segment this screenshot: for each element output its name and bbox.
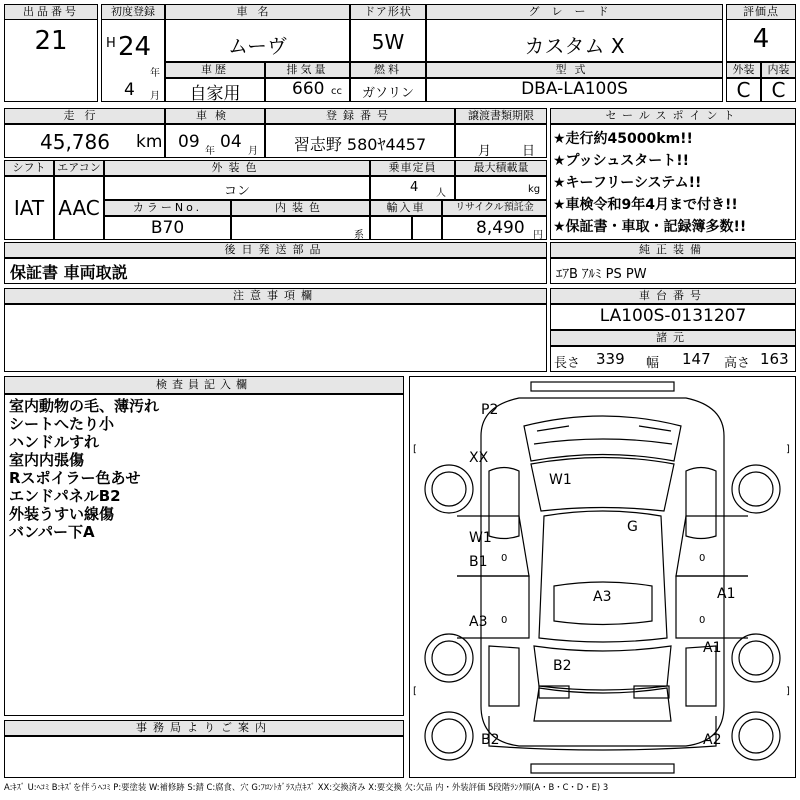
height: 163 [760,350,789,368]
inspection-month: 04 [220,132,242,152]
ext-color-label: 外装色 [104,160,370,176]
fuel: ガソリン [361,86,414,101]
car-damage-diagram [409,376,796,778]
later-parts-label: 後日発送部品 [4,242,547,258]
int-color-box [231,216,370,240]
transfer-day: 日 [522,144,536,159]
transfer-month: 月 [478,144,492,159]
displacement-unit: cc [331,86,342,97]
door-label: ドア形状 [350,4,426,20]
mark-b2-rear: B2 [553,658,572,674]
bracket-left-1: [ [413,444,417,455]
equipment-label: 純正装備 [550,242,796,258]
lot-number-label: 出品番号 [4,4,98,20]
door-type: 5W [371,30,405,54]
mark-w1-hood: W1 [549,472,572,488]
ac-label: エアコン [54,160,104,176]
zero-mark: 0 [699,553,706,564]
office-box [4,736,404,778]
color-number: B70 [150,218,185,238]
fuel-label: 燃料 [350,62,426,78]
sales-points-label: セールスポイント [550,108,796,124]
height-label: 高さ [724,356,751,371]
zero-mark: 0 [501,553,508,564]
capacity-unit: 人 [436,188,446,199]
inspection-year: 09 [178,132,200,152]
inspection-label: 車検 [165,108,265,124]
mark-a3-door: A3 [469,614,488,630]
notes-box [4,304,547,372]
mark-b1: B1 [469,554,488,570]
import-box-a [370,216,412,240]
inspector-note: 外装うすい線傷 [9,505,115,523]
inspector-label: 検査員記入欄 [4,376,404,394]
mileage-label: 走行 [4,108,165,124]
displacement-label: 排気量 [265,62,350,78]
sales-point: ★キーフリーシステム!! [553,175,702,191]
recycle-unit: 円 [533,230,543,241]
sales-point: ★保証書・車取・記録簿多数!! [553,219,747,235]
recycle-label: リサイクル預託金 [442,200,547,216]
first-reg-month: 4 [124,80,135,100]
color-no-label: カラーNo. [104,200,231,216]
type-label: 型式 [426,62,723,78]
inspector-note: シートへたり小 [9,415,115,433]
mark-xx: XX [469,450,489,466]
int-color-unit: 系 [354,230,364,241]
first-reg-label: 初度登録 [101,4,165,20]
int-color-label: 内装色 [231,200,370,216]
inspector-note: ハンドルすれ [9,433,100,451]
mark-a1-rear: A1 [703,640,722,656]
registration-number: 習志野 580ﾔ4457 [293,135,427,154]
inspection-month-unit: 月 [248,146,258,157]
sales-point: ★車検令和9年4月まで付き!! [553,197,738,213]
mark-p2: P2 [481,402,499,418]
mileage-unit: km [136,132,163,152]
exterior-label: 外装 [726,62,761,78]
model-label: 車名 [165,4,350,20]
inspection-year-unit: 年 [205,146,215,157]
mark-a2: A2 [703,732,722,748]
exterior-grade: C [736,78,751,102]
later-parts: 保証書 車両取説 [10,263,128,282]
history: 自家用 [189,84,241,104]
exterior-color: コン [223,184,250,199]
model-type: DBA-LA100S [521,79,628,99]
grade-label: グレード [426,4,723,20]
office-label: 事務局よりご案内 [4,720,404,736]
dims-label: 諸元 [550,330,796,346]
capacity-label: 乗車定員 [370,160,455,176]
history-label: 車歴 [165,62,265,78]
mileage: 45,786 [40,130,110,154]
score: 4 [752,24,770,54]
zero-mark: 0 [699,615,706,626]
inspector-note: Rスポイラー色あせ [9,469,141,487]
mark-w1-door: W1 [469,530,492,546]
first-reg-year: 24 [118,32,152,62]
bracket-right-1: ] [786,444,790,455]
grade: カスタム X [524,34,625,58]
month-unit: 月 [150,91,160,102]
lot-number: 21 [34,26,68,56]
model-name: ムーヴ [228,34,287,58]
interior-grade: C [771,78,786,102]
import-label: 輸入車 [370,200,442,216]
inspector-list [9,397,159,541]
bracket-left-2: [ [413,686,417,697]
notes-label: 注意事項欄 [4,288,547,304]
transfer-label: 譲渡書類期限 [455,108,547,124]
chassis-number: LA100S-0131207 [599,306,747,326]
inspector-note: 室内内張傷 [9,451,85,469]
width: 147 [682,350,711,368]
chassis-label: 車台番号 [550,288,796,304]
legend: A:ｷｽﾞ U:ﾍｺﾐ B:ｷｽﾞを伴うﾍｺﾐ P:要塗装 W:補修跡 S:錆 C:腐食、穴 G:ﾌﾛﾝﾄｶﾞﾗｽ点ｷｽﾞ XX:交換済み X:要交換 欠:欠品 内・外装評価 5段階ﾗﾝｸ順(A・B・C・D・E) 3 [4,782,609,792]
import-box-b [412,216,442,240]
max-load-label: 最大積載量 [455,160,547,176]
sales-points-list [553,128,746,238]
width-label: 幅 [646,356,660,371]
era: H [106,36,116,51]
zero-mark: 0 [501,615,508,626]
shift-label: シフト [4,160,54,176]
mark-a3-roof: A3 [593,589,612,605]
score-label: 評価点 [726,4,796,20]
shift: IAT [13,196,45,220]
capacity: 4 [410,180,419,195]
sales-point: ★走行約45000km!! [553,131,693,147]
sales-point: ★プッシュスタート!! [553,153,690,169]
interior-label: 内装 [761,62,796,78]
equipment: ｴｱB ｱﾙﾐ PS PW [556,267,647,282]
inspector-note: エンドパネルB2 [9,487,121,505]
displacement: 660 [292,79,325,99]
reg-no-label: 登録番号 [265,108,455,124]
recycle-fee: 8,490 [476,218,525,238]
mark-a1-door: A1 [717,586,736,602]
year-unit: 年 [150,68,160,79]
mark-b2-bumper: B2 [481,732,500,748]
max-load-unit: kg [528,184,541,195]
length-label: 長さ [554,356,581,371]
aircon: AAC [58,196,100,220]
inspector-note: バンパー下A [9,523,95,541]
length: 339 [596,350,625,368]
inspector-note: 室内動物の毛、薄汚れ [9,397,160,415]
bracket-right-2: ] [786,686,790,697]
mark-g: G [627,519,638,535]
